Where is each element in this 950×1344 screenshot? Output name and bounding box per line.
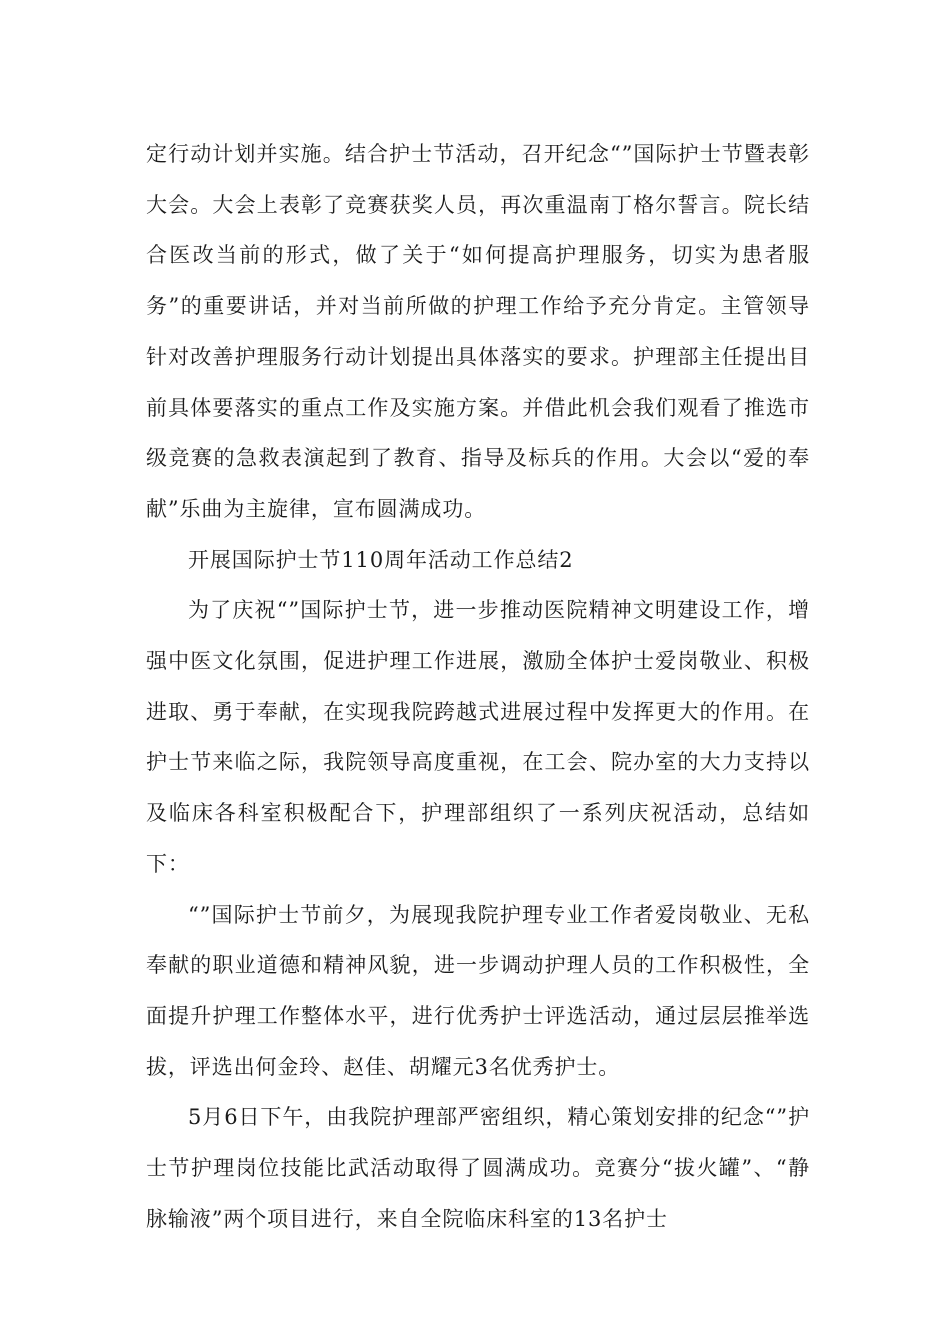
paragraph-continued: 定行动计划并实施。结合护士节活动，召开纪念“”国际护士节暨表彰大会。大会上表彰了竞赛获奖人员，再次重温南丁格尔誓言。院长结合医改当前的形式，做了关于“如何提高护理服务，切实为患者服务”的重要讲话，并对当前所做的护理工作给予充分肯定。主管领导针对改善护理服务行动计划提出具体落实的要求。护理部主任提出目前具体要落实的重点工作及实施方案。并借此机会我们观看了推选市级竞赛的急救表演起到了教育、指导及标兵的作用。大会以“爱的奉献”乐曲为主旋律，宣布圆满成功。: [146, 142, 810, 521]
section-heading: 开展国际护士节110周年活动工作总结2: [188, 547, 574, 572]
paragraph-skills-contest: 5月6日下午，由我院护理部严密组织，精心策划安排的纪念“”护士节护理岗位技能比武活动取得了圆满成功。竞赛分“拔火罐”、“静脉输液”两个项目进行，来自全院临床科室的13名护士: [146, 1105, 810, 1231]
paragraph-intro: 为了庆祝“”国际护士节，进一步推动医院精神文明建设工作，增强中医文化氛围，促进护理工作进展，激励全体护士爱岗敬业、积极进取、勇于奉献，在实现我院跨越式进展过程中发挥更大的作用。在护士节来临之际，我院领导高度重视，在工会、院办室的大力支持以及临床各科室积极配合下，护理部组织了一系列庆祝活动，总结如下：: [146, 598, 810, 876]
document-body: [146, 129, 810, 1244]
paragraph-nurse-selection: “”国际护士节前夕，为展现我院护理专业工作者爱岗敬业、无私奉献的职业道德和精神风貌，进一步调动护理人员的工作积极性，全面提升护理工作整体水平，进行优秀护士评选活动，通过层层推举选拔，评选出何金玲、赵佳、胡耀元3名优秀护士。: [146, 902, 810, 1079]
